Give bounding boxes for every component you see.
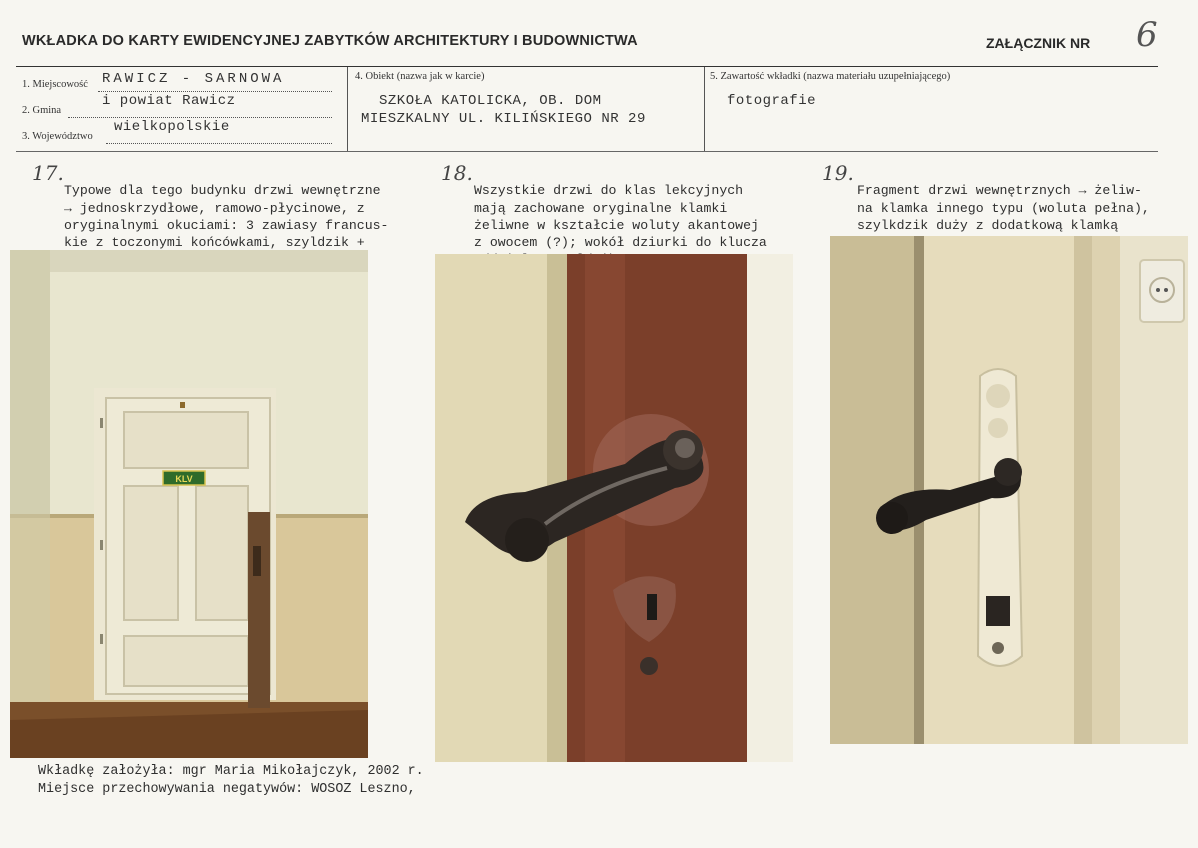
classroom-sign-text: KLV <box>175 474 193 484</box>
footer-negatives-location: Miejsce przechowywania negatywów: WOSOZ Leszno, <box>38 782 416 797</box>
caption-line: oryginalnymi okuciami: 3 zawiasy francus- <box>64 217 389 233</box>
caption-line: kie z toczonymi końcówkami, szyldzik + <box>64 235 365 251</box>
object-line-2: MIESZKALNY UL. KILIŃSKIEGO NR 29 <box>361 111 646 127</box>
form-bottom-rule <box>16 151 1158 152</box>
photo-18-door-handle <box>435 254 793 762</box>
photo-17-number: 17. <box>32 161 64 185</box>
locality-dotted-line <box>98 91 332 92</box>
footer-author: Wkładkę założyła: mgr Maria Mikołajczyk, 2002 r. <box>38 764 424 779</box>
column-divider <box>704 67 705 151</box>
annex-label: ZAŁĄCZNIK NR <box>986 35 1091 51</box>
caption-line: mają zachowane oryginalne klamki <box>474 200 728 216</box>
caption-line: Fragment drzwi wewnętrznych → żeliw- <box>857 183 1142 199</box>
object-label: 4. Obiekt (nazwa jak w karcie) <box>355 71 485 82</box>
photo-19-number: 19. <box>822 161 854 185</box>
commune-label: 2. Gmina <box>22 105 62 116</box>
voivodeship-label: 3. Województwo <box>22 131 93 142</box>
object-line-1: SZKOŁA KATOLICKA, OB. DOM <box>379 93 602 109</box>
photo-19-door-handle <box>830 236 1188 744</box>
contents-value: fotografie <box>727 93 817 109</box>
commune-dotted-line <box>68 117 332 118</box>
caption-line: z owocem (?); wokół dziurki do klucza <box>474 235 767 251</box>
caption-line: na klamka innego typu (woluta pełna), <box>857 200 1150 216</box>
column-divider <box>347 67 348 151</box>
caption-line: Wszystkie drzwi do klas lekcyjnych <box>474 183 744 199</box>
commune-value: i powiat Rawicz <box>102 93 236 109</box>
form-header-box <box>16 66 1158 151</box>
document-title: WKŁADKA DO KARTY EWIDENCYJNEJ ZABYTKÓW ARCHITEKTURY I BUDOWNICTWA <box>22 33 638 49</box>
voivodeship-value: wielkopolskie <box>114 119 230 135</box>
voivodeship-dotted-line <box>106 143 332 144</box>
photo-18-number: 18. <box>441 161 473 185</box>
locality-label: 1. Miejscowość <box>22 79 88 90</box>
locality-value: RAWICZ - SARNOWA <box>102 71 285 87</box>
caption-line: szylkdzik duży z dodatkową klamką <box>857 217 1119 233</box>
caption-line: żeliwne w kształcie woluty akantowej <box>474 217 759 233</box>
annex-number: 6 <box>1136 15 1158 55</box>
caption-line: → jednoskrzydłowe, ramowo-płycinowe, z <box>64 200 365 216</box>
contents-label: 5. Zawartość wkładki (nazwa materiału uzupełniającego) <box>710 71 951 82</box>
photo-17-interior-door <box>10 250 368 758</box>
caption-line: Typowe dla tego budynku drzwi wewnętrzne <box>64 183 381 199</box>
